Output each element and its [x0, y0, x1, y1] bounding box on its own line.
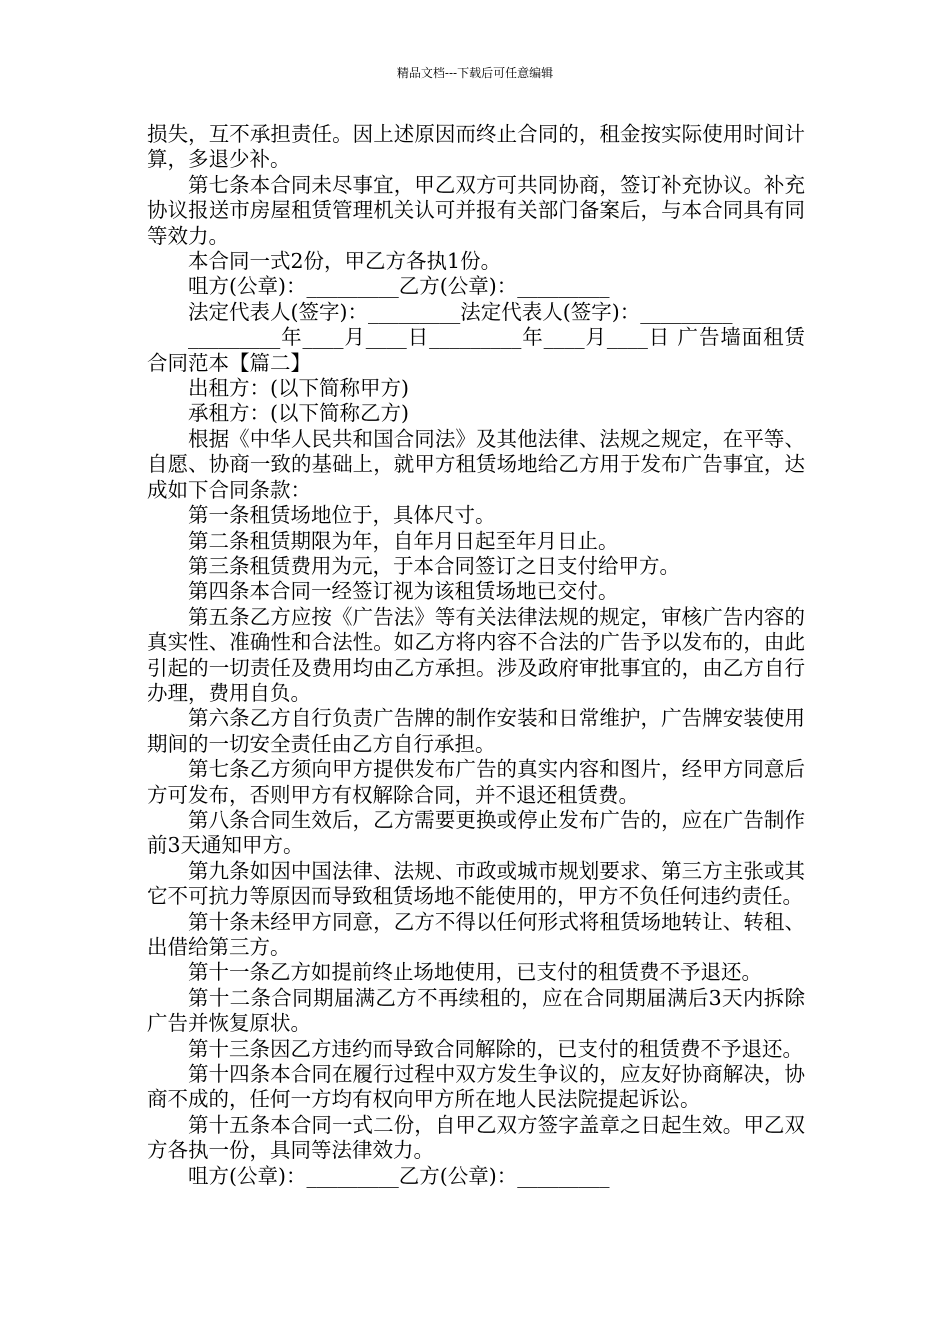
clause: 第六条乙方自行负责广告牌的制作安装和日常维护，广告牌安装使用期间的一切安全责任由乙方自行承担。: [147, 706, 805, 756]
clause: 第十五条本合同一式二份，自甲乙双方签字盖章之日起生效。甲乙双方各执一份，具同等法律效力。: [147, 1112, 805, 1163]
clause: 第三条租赁费用为元，于本合同签订之日支付给甲方。: [188, 553, 680, 578]
paragraph: 根据《中华人民共和国合同法》及其他法律、法规之规定，在平等、自愿、协商一致的基础上，就甲方租赁场地给乙方用于发布广告事宜，达成如下合同条款：: [147, 426, 805, 502]
clause: 第四条本合同一经签订视为该租赁场地已交付。: [188, 579, 619, 604]
page-header: 精品文档---下载后可任意编辑: [396, 66, 554, 80]
clause: 第七条乙方须向甲方提供发布广告的真实内容和图片，经甲方同意后方可发布，否则甲方有权解除合同，并不退还租赁费。: [147, 757, 805, 807]
clause: 第一条租赁场地位于，具体尺寸。: [188, 503, 496, 528]
clause: 第十二条合同期届满乙方不再续租的，应在合同期届满后3天内拆除广告并恢复原状。: [147, 985, 805, 1036]
clause: 第十一条乙方如提前终止场地使用，已支付的租赁费不予退还。: [188, 960, 762, 985]
clause: 第十四条本合同在履行过程中双方发生争议的，应友好协商解决，协商不成的，任何一方均有权向甲方所在地人民法院提起诉讼。: [147, 1062, 805, 1112]
paragraph: 出租方：(以下简称甲方): [188, 376, 409, 401]
paragraph: 损失，互不承担责任。因上述原因而终止合同的，租金按实际使用时间计算，多退少补。: [147, 122, 805, 172]
clause: 第五条乙方应按《广告法》等有关法律法规的规定，审核广告内容的真实性、准确性和合法性。如乙方将内容不合法的广告予以发布的，由此引起的一切责任及费用均由乙方承担。涉及政府审批事宜的，由乙方自行办理，费用自负。: [147, 604, 805, 705]
clause: 第九条如因中国法律、法规、市政或城市规划要求、第三方主张或其它不可抗力等原因而导致租赁场地不能使用的，甲方不负任何违约责任。: [147, 858, 805, 909]
clause: 第十条未经甲方同意，乙方不得以任何形式将租赁场地转让、转租、出借给第三方。: [147, 909, 805, 959]
signature-line: 咀方(公章)：_________乙方(公章)：_________: [188, 1163, 610, 1188]
signature-line: 咀方(公章)：_________乙方(公章)：_________: [188, 274, 610, 299]
paragraph: 本合同一式2份，甲乙方各执1份。: [188, 249, 502, 274]
clause: 第八条合同生效后，乙方需要更换或停止发布广告的，应在广告制作前3天通知甲方。: [147, 807, 805, 858]
clause: 第二条租赁期限为年，自年月日起至年月日止。: [188, 528, 619, 553]
clause: 第十三条因乙方违约而导致合同解除的，已支付的租赁费不予退还。: [188, 1036, 803, 1061]
date-line-and-title: _________年____月____日_________年____月____日 广告墙面租赁合同范本【篇二】: [147, 325, 805, 375]
paragraph: 承租方：(以下简称乙方): [188, 401, 409, 426]
document-body: [147, 122, 805, 1189]
paragraph: 第七条本合同未尽事宜，甲乙双方可共同协商，签订补充协议。补充协议报送市房屋租赁管理机关认可并报有关部门备案后，与本合同具有同等效力。: [147, 172, 805, 248]
signature-line: 法定代表人(签字)：_________法定代表人(签字)：_________: [188, 299, 733, 324]
